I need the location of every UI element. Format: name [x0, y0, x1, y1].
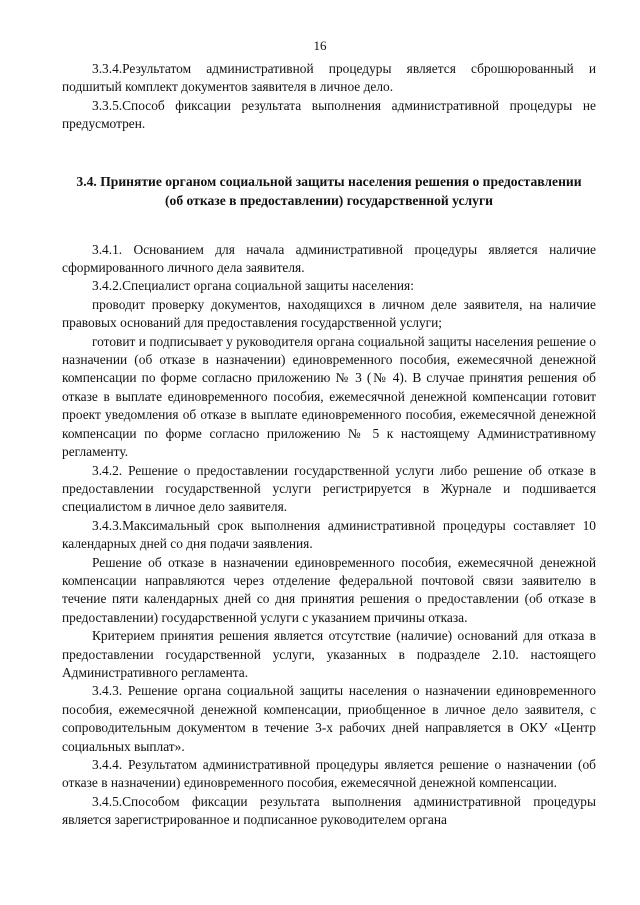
- paragraph-refusal-notice: Решение об отказе в назначении единовременного пособия, ежемесячной денежной компенсации направляются через отделение федеральной почтовой связи заявителю в течение пяти календарных дней со дня принятия решения о предоставлении (об отказе в предоставлении) государственной услуги с указанием причины отказа.: [62, 554, 596, 625]
- paragraph-3-4-3-decision-forwarding: 3.4.3. Решение органа социальной защиты населения о назначении единовременного пособия, ежемесячной денежной компенсации, приобщенное в личное дело заявителя, с сопроводительным документом в течение 3-х рабочих дней направляется в ОКУ «Центр социальных выплат».: [62, 683, 596, 754]
- paragraph-3-3-5: 3.3.5.Способ фиксации результата выполнения административной процедуры не предусмотрен.: [62, 97, 596, 132]
- paragraph-3-4-2-registration: 3.4.2. Решение о предоставлении государственной услуги либо решение об отказе в предоставлении государственной услуги регистрируется в Журнале и подшивается специалистом в личное дело заявителя.: [62, 462, 596, 515]
- paragraph-3-4-2-intro: 3.4.2.Специалист органа социальной защиты населения:: [92, 278, 414, 294]
- page-number: 16: [313, 38, 327, 53]
- document-body: [62, 60, 596, 830]
- paragraph-prepare-decision: готовит и подписывает у руководителя органа социальной защиты населения решение о назначении (об отказе в назначении) единовременного пособия, ежемесячной денежной компенсации по форме согласно приложению № 3 (№ 4). В случае принятия решения об отказе в выплате единовременного пособия, ежемесячной денежной компенсации готовит проект уведомления об отказе в выплате единовременного пособия, ежемесячной денежной компенсации по форме согласно приложению № 5 к настоящему Административному регламенту.: [62, 333, 596, 460]
- paragraph-check-documents: проводит проверку документов, находящихся в личном деле заявителя, на наличие правовых оснований для предоставления государственной услуги;: [62, 296, 596, 331]
- section-heading: 3.4. Принятие органом социальной защиты населения решения о предоставлении (об отказе в предоставлении) государственной услуги: [76, 173, 582, 209]
- paragraph-3-4-1: 3.4.1. Основанием для начала административной процедуры является наличие сформированного личного дела заявителя.: [62, 241, 596, 276]
- paragraph-3-4-4: 3.4.4. Результатом административной процедуры является решение о назначении (об отказе в назначении) единовременного пособия, ежемесячной денежной компенсации.: [62, 757, 596, 791]
- paragraph-3-3-4: 3.3.4.Результатом административной процедуры является сброшюрованный и подшитый комплект документов заявителя в личное дело.: [62, 61, 596, 95]
- paragraph-3-4-3-max-term: 3.4.3.Максимальный срок выполнения административной процедуры составляет 10 календарных дней со дня подачи заявления.: [62, 517, 596, 552]
- paragraph-decision-criterion: Критерием принятия решения является отсутствие (наличие) оснований для отказа в предоставлении государственной услуги, указанных в подразделе 2.10. настоящего Административного регламента.: [62, 628, 596, 680]
- paragraph-3-4-5: 3.4.5.Способом фиксации результата выполнения административной процедуры является зарегистрированное и подписанное руководителем органа: [62, 793, 596, 828]
